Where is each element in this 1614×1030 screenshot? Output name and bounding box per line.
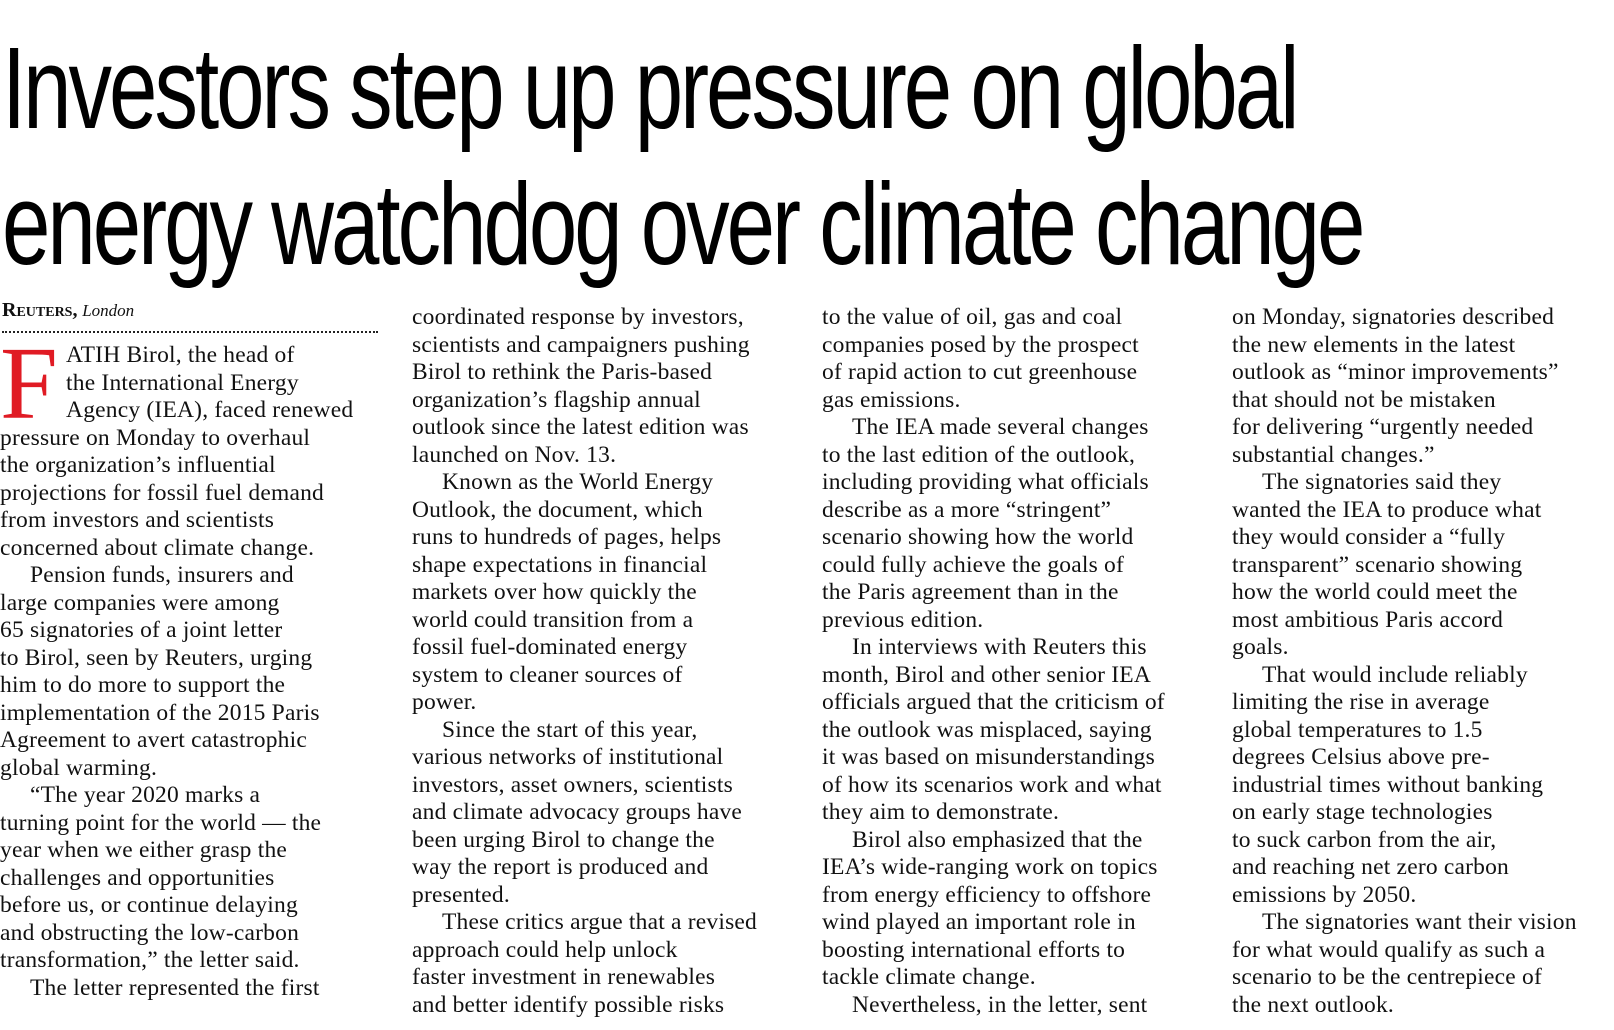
article-paragraph: to the value of oil, gas and coal companies posed by the prospect of rapid action to cut greenhouse gas emissions. xyxy=(822,304,1139,413)
article-column-1 xyxy=(0,326,376,1002)
article-paragraph: “The year 2020 marks a turning point for the world — the year when we either grasp the challenges and opportunities before us, or continue delaying and obstructing the low-carbon transformation,” the letter said. xyxy=(0,782,322,973)
article-paragraph: on Monday, signatories described the new elements in the latest outlook as “minor improvements” that should not be mistaken for delivering “urgently needed substantial changes.” xyxy=(1232,304,1559,468)
headline xyxy=(2,20,1363,292)
article-paragraph: These critics argue that a revised approach could help unlock faster investment in renewables and better identify possible risks xyxy=(412,909,757,1018)
article-column-4 xyxy=(1232,304,1614,1019)
lead-paragraph-text: ATIH Birol, the head of the International Energy Agency (IEA), faced renewed pressure on Monday to overhaul the organization’s influential projections for fossil fuel demand from investors and scientists concerned about climate change. xyxy=(0,342,354,561)
headline-line-2: energy watchdog over climate change xyxy=(2,159,1363,289)
byline-city: London xyxy=(82,301,135,320)
headline-line-1: Investors step up pressure on global xyxy=(2,23,1297,153)
article-paragraph: Known as the World Energy Outlook, the document, which runs to hundreds of pages, helps shape expectations in financial markets over how quickly the world could transition from a fossil fuel-dominated energy system to cleaner sources of power. xyxy=(412,469,722,715)
article-column-2 xyxy=(412,304,800,1019)
drop-cap: F xyxy=(0,326,59,441)
article-paragraph: Pension funds, insurers and large companies were among 65 signatories of a joint letter to Birol, seen by Reuters, urging him to do more to support the implementation of the 2015 Paris Agreement to avert catastrophic global warming. xyxy=(0,562,320,781)
article-paragraph: The signatories said they wanted the IEA to produce what they would consider a “fully transparent” scenario showing how the world could meet the most ambitious Paris accord goals. xyxy=(1232,469,1542,660)
byline xyxy=(2,298,378,333)
byline-agency: Reuters, xyxy=(2,299,78,321)
article-paragraph: In interviews with Reuters this month, Birol and other senior IEA officials argued that the criticism of the outlook was misplaced, saying it was based on misunderstandings of how its scenarios work and what they aim to demonstrate. xyxy=(822,634,1165,825)
article-paragraph xyxy=(0,326,376,562)
article-paragraph: Birol also emphasized that the IEA’s wide-ranging work on topics from energy efficiency to offshore wind played an important role in boosting international efforts to tackle climate change. xyxy=(822,826,1158,990)
article-paragraph: Since the start of this year, various networks of institutional investors, asset owners, scientists and climate advocacy groups have been urging Birol to change the way the report is produced and presented. xyxy=(412,716,743,908)
article-paragraph: coordinated response by investors, scientists and campaigners pushing Birol to rethink the Paris-based organization’s flagship annual outlook since the latest edition was launched on Nov. 13. xyxy=(412,304,750,468)
article-paragraph: The IEA made several changes to the last edition of the outlook, including providing what officials describe as a more “stringent” scenario showing how the world could fully achieve the goals of the Paris agreement than in the previous edition. xyxy=(822,414,1149,633)
article-paragraph: The signatories want their vision for what would qualify as such a scenario to be the centrepiece of the next outlook. xyxy=(1232,909,1577,1018)
article-paragraph: Nevertheless, in the letter, sent xyxy=(852,991,1148,1018)
article-column-3 xyxy=(822,304,1210,1019)
article-paragraph: The letter represented the first xyxy=(30,974,320,1001)
article-paragraph: That would include reliably limiting the rise in average global temperatures to 1.5 degrees Celsius above pre- industrial times without banking on early stage technologies to suck carbon from the air, and reaching net zero carbon emissions by 2050. xyxy=(1232,661,1544,908)
